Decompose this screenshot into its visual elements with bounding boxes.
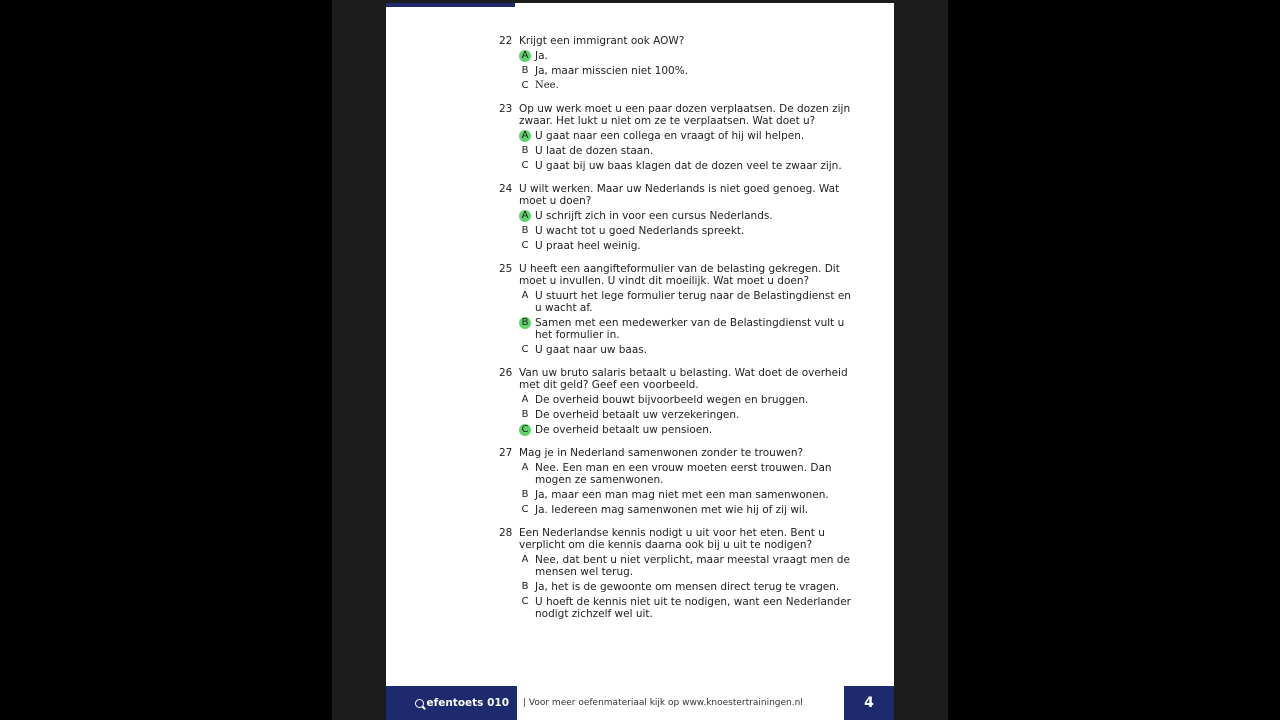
answer-letter-correct: C: [519, 424, 531, 436]
question-27: [499, 447, 859, 516]
question-number: 24: [499, 183, 513, 195]
answer-option: [499, 554, 859, 578]
answer-text: U wacht tot u goed Nederlands spreekt.: [535, 225, 745, 237]
question-26: [499, 367, 859, 436]
answer-text: U gaat naar een collega en vraagt of hij wil helpen.: [535, 130, 805, 142]
answer-option: [499, 210, 859, 222]
answer-text: U schrijft zich in voor een cursus Nederlands.: [535, 210, 773, 222]
question-number: 26: [499, 367, 513, 379]
answer-text: Samen met een medewerker van de Belastingdienst vult u het formulier in.: [535, 317, 845, 341]
answer-text: U hoeft de kennis niet uit te nodigen, want een Nederlander nodigt zichzelf wel uit.: [535, 596, 851, 620]
answer-letter: C: [521, 160, 529, 171]
answer-text: U stuurt het lege formulier terug naar de Belastingdienst en u wacht af.: [535, 290, 851, 314]
answer-text: De overheid bouwt bijvoorbeeld wegen en bruggen.: [535, 394, 809, 406]
answer-letter-correct: A: [519, 50, 531, 62]
search-icon: [415, 699, 424, 708]
question-text: Van uw bruto salaris betaalt u belasting. Wat doet de overheid met dit geld? Geef een voorbeeld.: [519, 367, 848, 391]
question-number: 28: [499, 527, 513, 539]
answer-letter: A: [521, 290, 529, 301]
answer-text: De overheid betaalt uw pensioen.: [535, 424, 713, 436]
answer-option: [499, 290, 859, 314]
answer-letter: C: [521, 344, 529, 355]
question-header: [499, 183, 859, 207]
question-number: 23: [499, 103, 513, 115]
brand-name: efentoets 010: [426, 697, 509, 709]
answer-letter: B: [521, 65, 529, 76]
answer-option: [499, 424, 859, 436]
question-list: [499, 35, 859, 631]
question-header: [499, 35, 859, 47]
question-text: Een Nederlandse kennis nodigt u uit voor het eten. Bent u verplicht om die kennis daarna ook bij u uit te nodigen?: [519, 527, 825, 551]
answer-letter: A: [521, 394, 529, 405]
question-28: [499, 527, 859, 620]
question-header: [499, 527, 859, 551]
answer-option: [499, 317, 859, 341]
answer-text: U praat heel weinig.: [535, 240, 641, 252]
answer-letter: A: [521, 462, 529, 473]
answer-option: [499, 462, 859, 486]
left-black-margin: [0, 0, 332, 720]
answer-option: [499, 240, 859, 252]
answer-text: Nee, dat bent u niet verplicht, maar meestal vraagt men de mensen wel terug.: [535, 554, 850, 578]
question-text: U wilt werken. Maar uw Nederlands is niet goed genoeg. Wat moet u doen?: [519, 183, 840, 207]
answer-letter: C: [521, 80, 529, 91]
answer-letter: C: [521, 240, 529, 251]
answer-option: [499, 394, 859, 406]
question-text: U heeft een aangifteformulier van de belasting gekregen. Dit moet u invullen. U vindt dit moeilijk. Wat moet u doen?: [519, 263, 840, 287]
brand-block: [386, 686, 517, 720]
answer-option: [499, 145, 859, 157]
answer-text: U laat de dozen staan.: [535, 145, 654, 157]
question-text: Krijgt een immigrant ook AOW?: [519, 35, 685, 47]
question-text: Mag je in Nederland samenwonen zonder te trouwen?: [519, 447, 804, 459]
question-23: [499, 103, 859, 172]
question-number: 22: [499, 35, 513, 47]
question-24: [499, 183, 859, 252]
question-25: [499, 263, 859, 356]
answer-letter: B: [521, 225, 529, 236]
page-footer: [386, 686, 894, 720]
answer-option: [499, 225, 859, 237]
answer-letter: C: [521, 596, 529, 607]
answer-letter-correct: A: [519, 130, 531, 142]
answer-text: Ja.: [535, 50, 548, 62]
question-number: 27: [499, 447, 513, 459]
answer-option: [499, 80, 859, 92]
answer-text: Nee. Een man en een vrouw moeten eerst trouwen. Dan mogen ze samenwonen.: [535, 462, 832, 486]
answer-option: [499, 409, 859, 421]
answer-option: [499, 50, 859, 62]
answer-option: [499, 65, 859, 77]
answer-option: [499, 581, 859, 593]
answer-letter: B: [521, 489, 529, 500]
question-number: 25: [499, 263, 513, 275]
answer-letter: C: [521, 504, 529, 515]
answer-letter: B: [521, 581, 529, 592]
question-header: [499, 103, 859, 127]
document-page: [386, 3, 894, 720]
footer-note: | Voor meer oefenmateriaal kijk op www.knoestertrainingen.nl: [523, 698, 803, 708]
answer-letter: A: [521, 554, 529, 565]
answer-letter: B: [521, 409, 529, 420]
question-header: [499, 447, 859, 459]
answer-option: [499, 489, 859, 501]
question-header: [499, 263, 859, 287]
answer-text: Ja, maar een man mag niet met een man samenwonen.: [535, 489, 829, 501]
answer-text: Nee.: [535, 80, 559, 91]
answer-option: [499, 344, 859, 356]
answer-text: U gaat bij uw baas klagen dat de dozen veel te zwaar zijn.: [535, 160, 842, 172]
answer-letter-correct: A: [519, 210, 531, 222]
question-header: [499, 367, 859, 391]
answer-text: U gaat naar uw baas.: [535, 344, 648, 356]
right-black-margin: [948, 0, 1280, 720]
answer-text: Ja. Iedereen mag samenwonen met wie hij of zij wil.: [535, 504, 809, 516]
answer-option: [499, 130, 859, 142]
question-text: Op uw werk moet u een paar dozen verplaatsen. De dozen zijn zwaar. Het lukt u niet om ze te verplaatsen. Wat doet u?: [519, 103, 851, 127]
answer-option: [499, 160, 859, 172]
answer-text: Ja, het is de gewoonte om mensen direct terug te vragen.: [535, 581, 840, 593]
question-22: [499, 35, 859, 92]
answer-letter: B: [521, 145, 529, 156]
answer-option: [499, 596, 859, 620]
header-accent-bar: [386, 3, 515, 7]
answer-letter-correct: B: [519, 317, 531, 329]
answer-text: De overheid betaalt uw verzekeringen.: [535, 409, 740, 421]
page-number: 4: [844, 686, 894, 720]
answer-option: [499, 504, 859, 516]
answer-text: Ja, maar misscien niet 100%.: [535, 65, 689, 77]
